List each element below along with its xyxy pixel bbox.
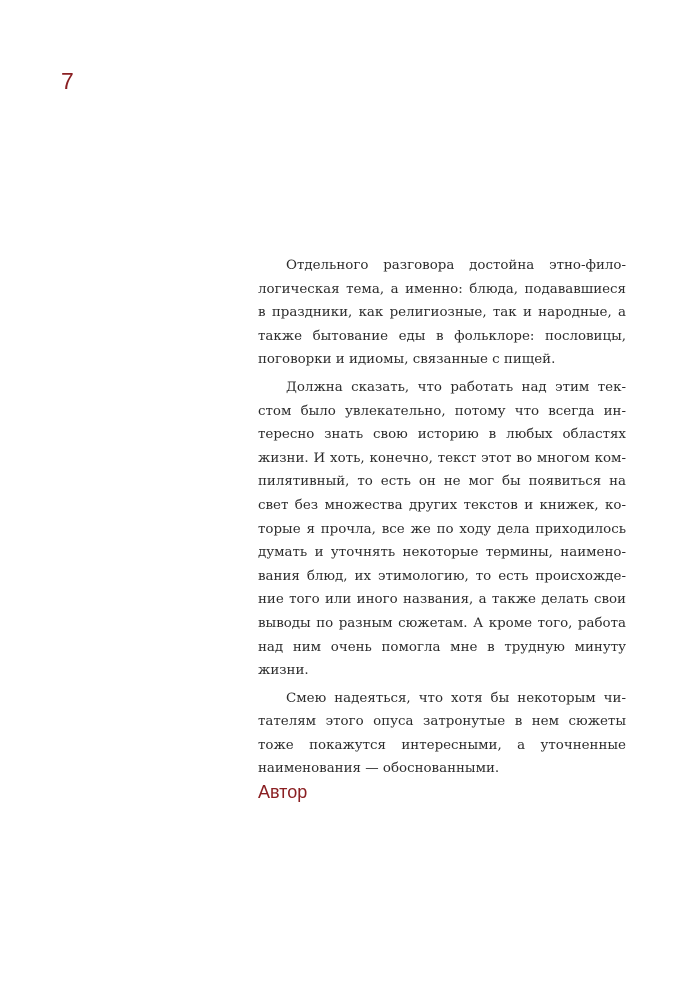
page-number: 7 [61,68,74,94]
body-text [258,254,626,785]
paragraph-3: Смею надеяться, что хотя бы некоторым читателям этого опуса затронутые в нем сюжеты тоже покажутся интересными, а уточненные наименования — обоснованными. [258,690,626,777]
author-signature: Автор [258,782,308,802]
paragraph-1: Отдельного разговора достойна этно-филологическая тема, а именно: блюда, подававшиеся в праздники, как религиозные, так и народные, а также бытование еды в фольклоре: пословицы, поговорки и идиомы, связанные с пищей. [258,258,626,368]
paragraph-2: Должна сказать, что работать над этим текстом было увлекательно, потому что всегда интересно знать свою историю в любых областях жизни. И хоть, конечно, текст этот во многом компилятивный, то есть он не мог бы появиться на свет без множества других текстов и книжек, которые я прочла, все же по ходу дела приходилось думать и уточнять некоторые термины, наименования блюд, их этимологию, то есть происхождение того или иного названия, а также делать свои выводы по разным сюжетам. А кроме того, работа над ним очень помогла мне в трудную минуту жизни. [258,379,626,679]
